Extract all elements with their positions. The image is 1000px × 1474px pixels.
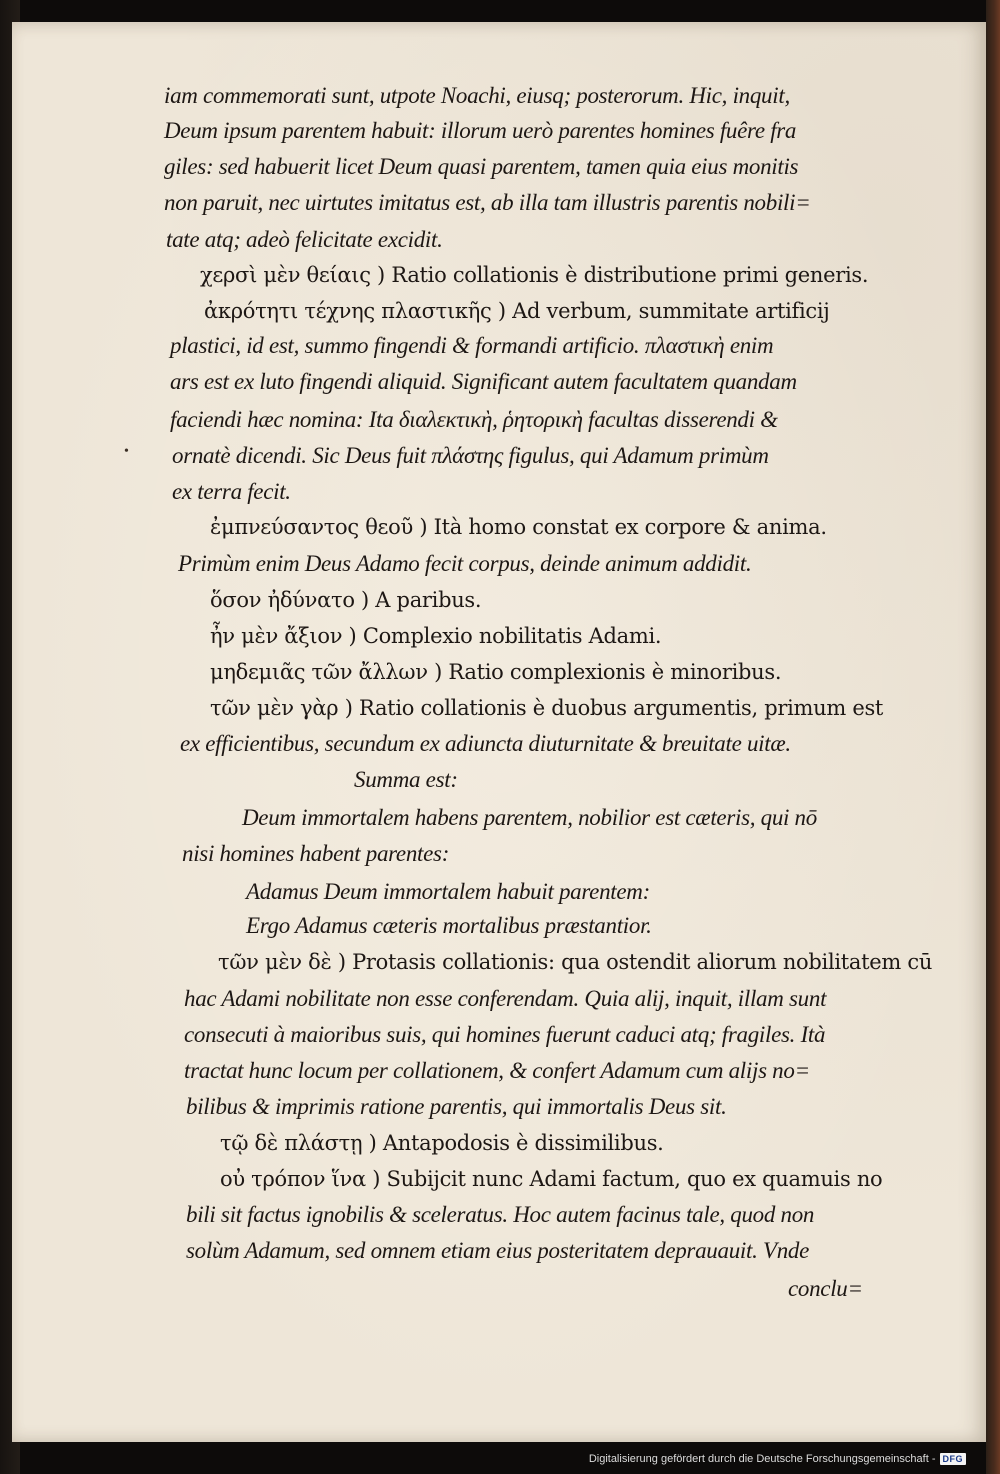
text-line: οὐ τρόπον ἵνα ) Subijcit nunc Adami factum, quo ex quamuis no	[220, 1167, 883, 1191]
text-line: ex terra fecit.	[172, 479, 291, 504]
text-line: tate atq; adeò felicitate excidit.	[166, 227, 443, 252]
text-line: hac Adami nobilitate non esse conferendam. Quia alij, inquit, illam sunt	[184, 986, 827, 1011]
text-line: τῶν μὲν δὲ ) Protasis collationis: qua ostendit aliorum nobilitatem cū	[218, 950, 933, 974]
text-line: tractat hunc locum per collationem, & confert Adamum cum alijs no=	[184, 1058, 810, 1083]
text-line: non paruit, nec uirtutes imitatus est, ab illa tam illustris parentis nobili=	[164, 190, 811, 215]
text-line: faciendi hæc nomina: Ita διαλεκτικὴ, ῥητορικὴ facultas disserendi &	[170, 407, 778, 432]
text-line: solùm Adamum, sed omnem etiam eius posteritatem deprauauit. Vnde	[186, 1238, 810, 1263]
text-line: τῶν μὲν γὰρ ) Ratio collationis è duobus argumentis, primum est	[210, 696, 884, 720]
text-line: τῷ δὲ πλάστῃ ) Antapodosis è dissimilibus.	[220, 1131, 664, 1155]
text-line: consecuti à maioribus suis, qui homines fuerunt caduci atq; fragiles. Ità	[184, 1022, 826, 1047]
text-line: ἐμπνεύσαντος θεοῦ ) Ità homo constat ex corpore & anima.	[210, 515, 827, 539]
text-line: ὅσον ἠδύνατο ) A paribus.	[210, 588, 482, 612]
text-line: bili sit factus ignobilis & sceleratus. Hoc autem facinus tale, quod non	[186, 1202, 815, 1227]
text-line: Primùm enim Deus Adamo fecit corpus, deinde animum addidit.	[178, 551, 752, 576]
text-line: ornatè dicendi. Sic Deus fuit πλάστης figulus, qui Adamum primùm	[172, 443, 769, 468]
text-line: ars est ex luto fingendi aliquid. Significant autem facultatem quandam	[170, 369, 797, 394]
text-line: nisi homines habent parentes:	[182, 841, 450, 866]
book-edge	[986, 0, 1000, 1474]
text-line: plastici, id est, summo fingendi & formandi artificio. πλαστικὴ enim	[170, 333, 774, 358]
footer-text: Digitalisierung gefördert durch die Deutsche Forschungsgemeinschaft -	[588, 1453, 936, 1465]
text-line: Summa est:	[354, 767, 458, 792]
text-line: μηδεμιᾶς τῶν ἄλλων ) Ratio complexionis è minoribus.	[210, 660, 782, 684]
digitization-footer	[589, 1453, 966, 1465]
text-line: Deum ipsum parentem habuit: illorum uerò parentes homines fuêre fra	[164, 118, 797, 143]
text-line: Deum immortalem habens parentem, nobilior est cæteris, qui nō	[242, 805, 817, 830]
catchword: conclu=	[788, 1276, 863, 1301]
text-line: Ergo Adamus cæteris mortalibus præstantior.	[246, 913, 652, 938]
text-line: ex efficientibus, secundum ex adiuncta diuturnitate & breuitate uitæ.	[180, 731, 791, 756]
text-line: Adamus Deum immortalem habuit parentem:	[246, 879, 650, 904]
text-line: ἀκρότητι τέχνης πλαστικῆς ) Ad verbum, summitate artificij	[204, 299, 830, 323]
margin-mark: •	[124, 444, 129, 459]
text-line: bilibus & imprimis ratione parentis, qui immortalis Deus sit.	[186, 1094, 727, 1119]
text-line: χερσὶ μὲν θείαις ) Ratio collationis è distributione primi generis.	[200, 263, 869, 287]
text-line: ἦν μὲν ἄξιον ) Complexio nobilitatis Adami.	[210, 624, 662, 648]
text-line: giles: sed habuerit licet Deum quasi parentem, tamen quia eius monitis	[164, 154, 799, 179]
dfg-logo-icon: DFG	[940, 1453, 967, 1465]
text-line: iam commemorati sunt, utpote Noachi, eiusq; posterorum. Hic, inquit,	[164, 83, 790, 108]
